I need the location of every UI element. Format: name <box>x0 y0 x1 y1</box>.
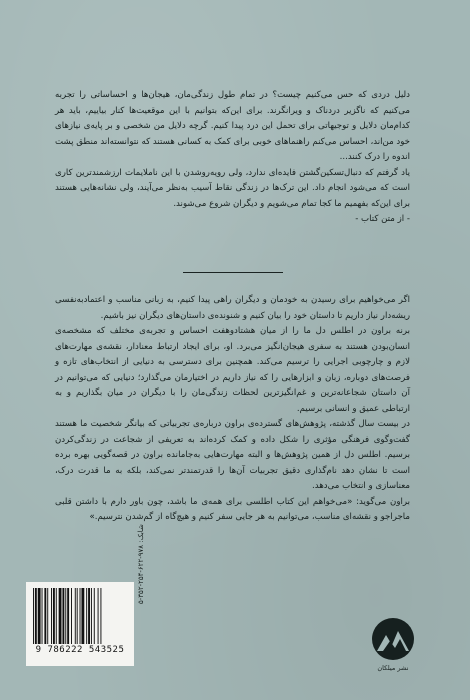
quote-source: - از متن کتاب - <box>355 214 410 224</box>
description-paragraph: در بیست سال گذشته، پژوهش‌های گسترده‌ی براون درباره‌ی تجربیاتی که بیانگر شخصیت ما هستند گفت‌وگوی فرهنگی مؤثری را شکل داده و کمک کرده‌اند به تعریفی از شجاعت در زندگی‌کردن برسیم. اطلس دل از همین پژوهش‌ها و البته مهارت‌هایی به‌جامانده براون در قصه‌گویی بهره برده است تا نشان دهد نام‌گذاری دقیق تجربیات آن‌ها را قدرتمندتر نمی‌کند، بلکه به ما قدرت درک، معناسازی و انتخاب می‌دهد. <box>55 419 410 491</box>
quote-paragraph: دلیل دردی که حس می‌کنیم چیست؟ در تمام طول زندگی‌مان، هیجان‌ها و احساساتی را تجربه می‌کنیم که ناگزیر دردناک و ویرانگرند. برای این‌که بتوانیم با این موقعیت‌ها کنار بیاییم، باید هر کدام‌مان دلایل و توجیهاتی برای تحمل این درد پیدا کنیم. گرچه دلایل من شخصی و بر پایه‌ی نیازهای خود من‌اند، احساس می‌کنم راهنماهای خوبی برای کمک به کسانی هستند که نتوانسته‌اند منطق پشت اندوه را درک کنند... <box>55 90 410 162</box>
isbn-text: شابک: ۹۷۸-۶۲۲-۲۵۴-۳۵۲-۵ <box>137 524 145 604</box>
barcode-bars <box>32 588 128 644</box>
description-block <box>55 293 410 526</box>
quote-block <box>55 88 410 228</box>
barcode <box>26 582 134 666</box>
description-paragraph: برنه براون در اطلس دل ما را از میان هشتادوهفت احساس و تجربه‌ی مختلف که مشخصه‌ی انسان‌بودن هستند به سفری هیجان‌انگیز می‌برد. او، برای ایجاد ارتباط معنادار، نقشه‌ی مهارت‌های لازم و چارچوبی اجرایی را ترسیم می‌کند. همچنین برای دسترسی به دنیایی از انتخاب‌های تازه و فرصت‌های دوباره، زبان و ابزارهایی را که نیاز داریم در اختیارمان می‌گذارد؛ دنیایی که می‌توانیم در آن داستان شجاعانه‌ترین و غم‌انگیزترین لحظات زندگی‌مان را با دیگران در میان بگذاریم و به ارتباطی عمیق و انسانی برسیم. <box>55 326 410 414</box>
mountain-logo-icon <box>368 615 418 665</box>
publisher-name: نشر میلکان <box>377 664 409 672</box>
barcode-digits: 9 786222 543525 <box>35 645 125 655</box>
description-paragraph: اگر می‌خواهیم برای رسیدن به خودمان و دیگران راهی پیدا کنیم، به زبانی مناسب و اعتمادبه‌نفسی ریشه‌دار نیاز داریم تا داستان خود را بیان کنیم و شنونده‌ی داستان‌های دیگران نیز باشیم. <box>55 295 410 321</box>
divider-line <box>183 272 283 273</box>
publisher-logo <box>368 615 418 677</box>
quote-paragraph: یاد گرفتم که دنبال‌تسکین‌گشتن فایده‌ای ندارد، ولی رویه‌روشدن با این ناملایمات ارزشمندترین کاری است که می‌شود انجام داد. این ترک‌ها در زندگی نقاط آسیب به‌نظر می‌آیند، ولی نشانه‌هایی هستند برای این‌که بفهمیم ما کجا تمام می‌شویم و دیگران شروع می‌شوند. <box>55 167 410 209</box>
description-paragraph: براون می‌گوید: «می‌خواهم این کتاب اطلسی برای همه‌ی ما باشد، چون باور دارم با داشتن قلبی ماجراجو و نقشه‌ای مناسب، می‌توانیم به هر جایی سفر کنیم و هیچ‌گاه از گم‌شدن نترسیم.» <box>55 496 410 522</box>
